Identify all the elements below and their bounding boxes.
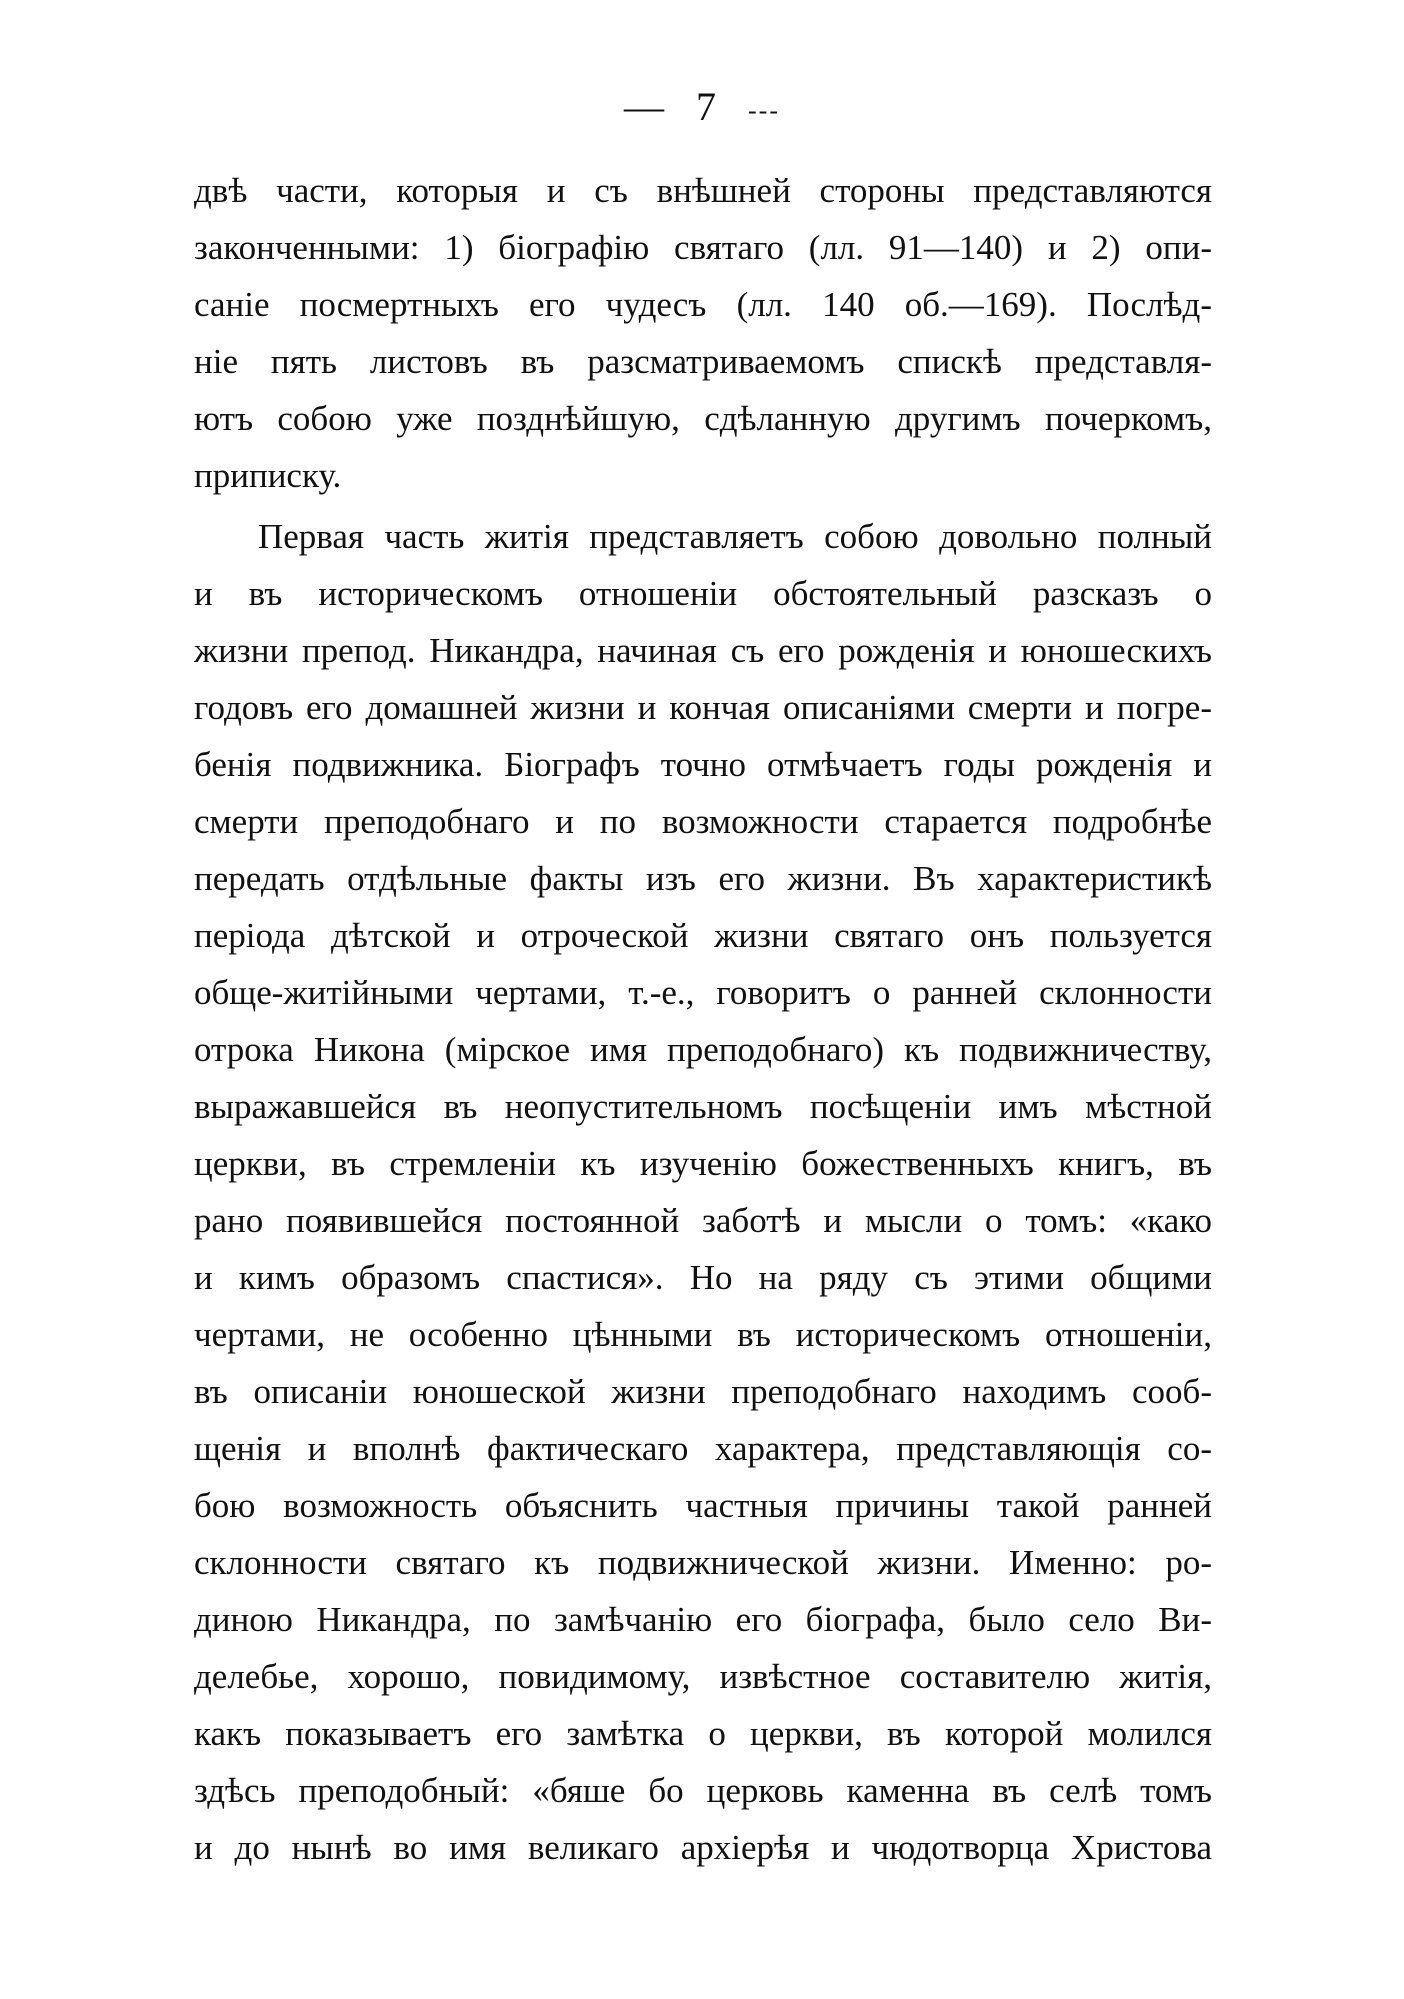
text-line: какъ показываетъ его замѣтка о церкви, въ которой молился: [194, 1714, 1212, 1753]
text-line: двѣ части, которыя и съ внѣшней стороны представляются: [194, 171, 1212, 210]
text-line: ютъ собою уже позднѣйшую, сдѣланную другимъ почеркомъ,: [194, 399, 1212, 438]
text-line: бою возможность объяснить частныя причины такой ранней: [194, 1486, 1212, 1525]
text-line: саніе посмертныхъ его чудесъ (лл. 140 об.—169). Послѣд-: [194, 285, 1212, 324]
text-line: чертами, не особенно цѣнными въ историческомъ отношеніи,: [194, 1315, 1212, 1354]
text-line: церкви, въ стремленіи къ изученію божественныхъ книгъ, въ: [194, 1144, 1212, 1183]
text-line: бенія подвижника. Біографъ точно отмѣчаетъ годы рожденія и: [194, 745, 1212, 784]
text-line: рано появившейся постоянной заботѣ и мысли о томъ: «како: [194, 1201, 1212, 1240]
text-line: смерти преподобнаго и по возможности старается подробнѣе: [194, 802, 1212, 841]
text-line: делебье, хорошо, повидимому, извѣстное составителю житія,: [194, 1657, 1212, 1696]
text-line: склонности святаго къ подвижнической жизни. Именно: ро-: [194, 1543, 1212, 1582]
text-line: приписку.: [194, 456, 342, 495]
text-line: и въ историческомъ отношеніи обстоятельный разсказъ о: [194, 574, 1212, 613]
text-line: ніе пять листовъ въ разсматриваемомъ спискѣ представля-: [194, 342, 1212, 381]
text-line: диною Никандра, по замѣчанію его біографа, было село Ви-: [194, 1600, 1212, 1639]
text-line: отрока Никона (мірское имя преподобнаго) къ подвижничеству,: [194, 1030, 1212, 1069]
page-number-value: 7: [696, 84, 718, 129]
text-line: годовъ его домашней жизни и кончая описаніями смерти и погре-: [194, 688, 1212, 727]
text-line: въ описаніи юношеской жизни преподобнаго находимъ сооб-: [194, 1372, 1212, 1411]
page-number: [0, 82, 1404, 136]
text-line: обще-житійными чертами, т.-е., говоритъ о ранней склонности: [194, 973, 1212, 1012]
text-line: періода дѣтской и отроческой жизни святаго онъ пользуется: [194, 916, 1212, 955]
text-line: щенія и вполнѣ фактическаго характера, представляющія со-: [194, 1429, 1212, 1468]
body-text: [194, 162, 1212, 1876]
text-line: Первая часть житія представляетъ собою довольно полный: [258, 517, 1212, 556]
text-line: выражавшейся въ неопустительномъ посѣщеніи имъ мѣстной: [194, 1087, 1212, 1126]
page-number-dash-left: —: [624, 84, 666, 129]
text-line: жизни препод. Никандра, начиная съ его рожденія и юношескихъ: [194, 631, 1212, 670]
page-number-dash-right: ---: [748, 95, 780, 125]
text-line: законченными: 1) біографію святаго (лл. 91—140) и 2) опи-: [194, 228, 1212, 267]
text-line: здѣсь преподобный: «бяше бо церковь каменна въ селѣ томъ: [194, 1771, 1212, 1810]
text-line: и до нынѣ во имя великаго архіерѣя и чюдотворца Христова: [194, 1828, 1212, 1867]
text-line: передать отдѣльные факты изъ его жизни. Въ характеристикѣ: [194, 859, 1212, 898]
text-line: и кимъ образомъ спастися». Но на ряду съ этими общими: [194, 1258, 1212, 1297]
